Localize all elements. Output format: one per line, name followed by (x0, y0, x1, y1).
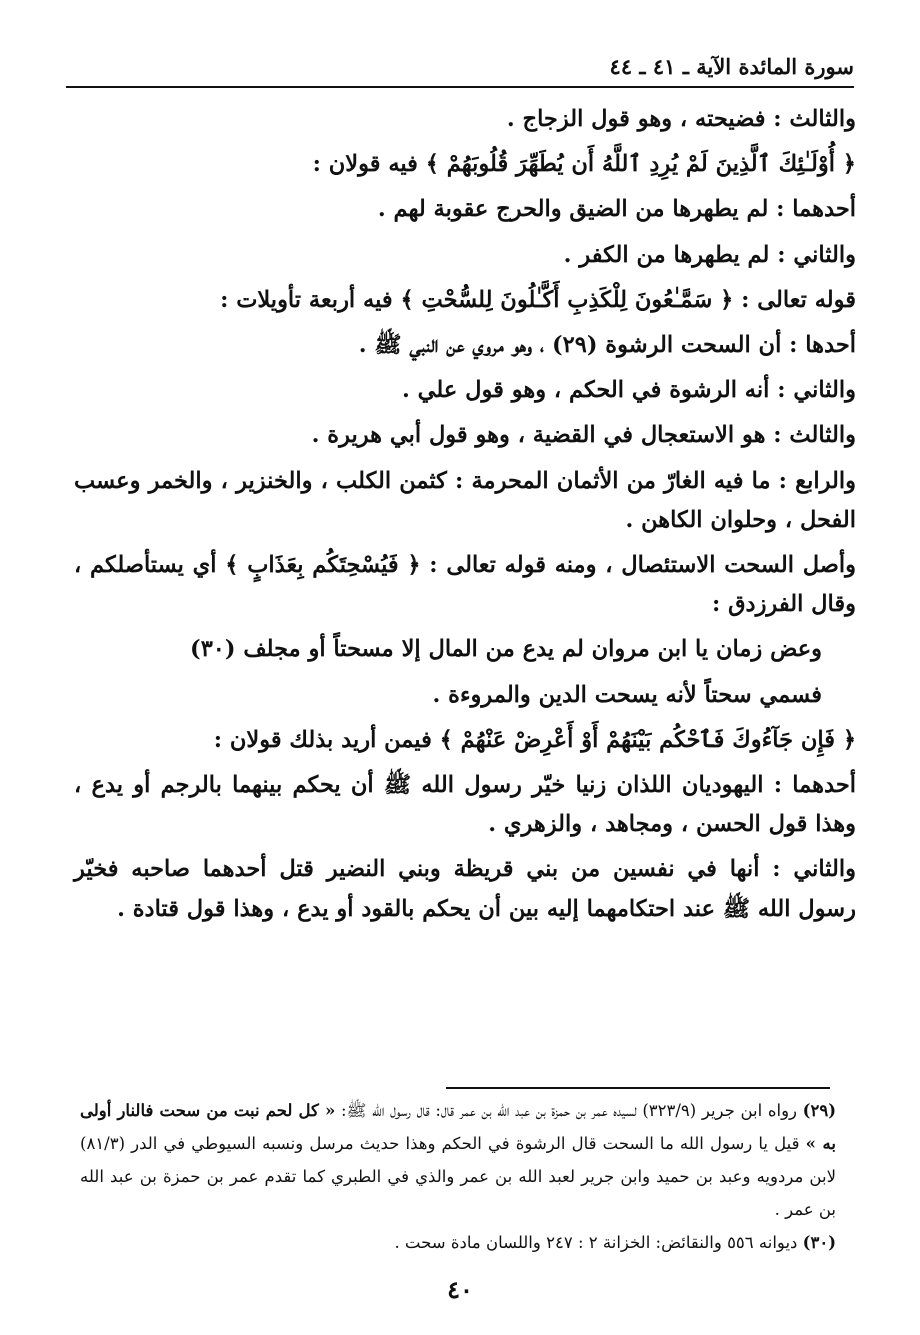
footnote-text: رواه ابن جرير (٣٢٣/٩) لسيده عمر بن حمزة بن عبد الله بن عمر قال: قال رسول الله ﷺ: (340, 1101, 798, 1120)
paragraph: أحدهما : لم يطهرها من الضيق والحرج عقوبة لهم . (377, 196, 856, 223)
quran-verse-paragraph: ﴿ أُوْلَـٰئِكَ ٱلَّذِينَ لَمْ يُرِدِ ٱللَّهُ أَن يُطَهِّرَ قُلُوبَهُمْ ﴾ فيه قولان : (312, 151, 856, 178)
paragraph: والرابع : ما فيه الغارّ من الأثمان المحرمة : كثمن الكلب ، والخنزير ، والخمر وعسب الفحل ، وحلوان الكاهن . (74, 467, 856, 533)
paragraph: فسمي سحتاً لأنه يسحت الدين والمروءة . (432, 681, 822, 708)
page-number: ٤٠ (447, 1275, 473, 1304)
footnote-text: ديوانه ٥٥٦ والنقائض: الخزانة ٢ : ٢٤٧ واللسان مادة سحت . (394, 1233, 798, 1252)
paragraph: والثاني : لم يطهرها من الكفر . (563, 241, 856, 268)
quran-verse-paragraph: قوله تعالى : ﴿ سَمَّـٰعُونَ لِلْكَذِبِ أَكَّـٰلُونَ لِلسُّحْتِ ﴾ فيه أربعة تأويلات : (220, 286, 856, 313)
footnotes (80, 1094, 836, 1259)
footnote-hadith: « كل لحم نبت من سحت فالنار أولى به » (80, 1101, 836, 1153)
footnote-marker: (٢٩) (802, 1101, 837, 1120)
footnote-text: قيل يا رسول الله ما السحت قال الرشوة في الحكم وهذا حديث مرسل ونسبه السيوطي في الدر (٨١/٣) لابن مردويه وعبد بن حميد وابن جرير لعبد الله بن عمر والذي في الطبري كما تقدم عمر بن حمزة بن عبد الله بن عمر . (80, 1134, 836, 1219)
paragraph: أحدهما : اليهوديان اللذان زنيا خيّر رسول الله ﷺ أن يحكم بينهما بالرجم أو يدع ، وهذا قول الحسن ، ومجاهد ، والزهري . (74, 772, 856, 838)
paragraph: والثالث : فضيحته ، وهو قول الزجاج . (506, 106, 856, 132)
running-title: سورة المائدة الآية ـ ٤١ ـ ٤٤ (609, 54, 854, 79)
quran-verse-paragraph: ﴿ فَإِن جَآءُوكَ فَٱحْكُم بَيْنَهُمْ أَوْ أَعْرِضْ عَنْهُمْ ﴾ فيمن أريد بذلك قولان : (213, 726, 856, 753)
footnote-29 (80, 1094, 836, 1226)
footnote-separator (446, 1087, 830, 1089)
paragraph: والثالث : هو الاستعجال في القضية ، وهو قول أبي هريرة . (311, 422, 856, 449)
poetry-verse: وعض زمان يا ابن مروان لم يدع من المال إلا مسحتاً أو مجلف (٣٠) (190, 636, 822, 663)
footnote-marker: (٣٠) (802, 1233, 836, 1252)
main-text (74, 100, 856, 929)
paragraph: والثاني : أنه الرشوة في الحكم ، وهو قول علي . (402, 377, 856, 404)
page-header (66, 52, 854, 88)
paragraph: وأصل السحت الاستئصال ، ومنه قوله تعالى : ﴿ فَيُسْحِتَكُم بِعَذَابٍ ﴾ أي يستأصلكم ، وقال الفرزدق : (74, 552, 856, 618)
footnote-30 (80, 1226, 836, 1259)
paragraph: أحدها : أن السحت الرشوة (٢٩) ، وهو مروي عن النبي ﷺ . (358, 332, 856, 359)
paragraph: والثاني : أنها في نفسين من بني قريظة وبني النضير قتل أحدهما صاحبه فخيّر رسول الله ﷺ عند احتكامهما إليه بين أن يحكم بالقود أو يدع ، وهذا قول قتادة . (74, 856, 856, 922)
